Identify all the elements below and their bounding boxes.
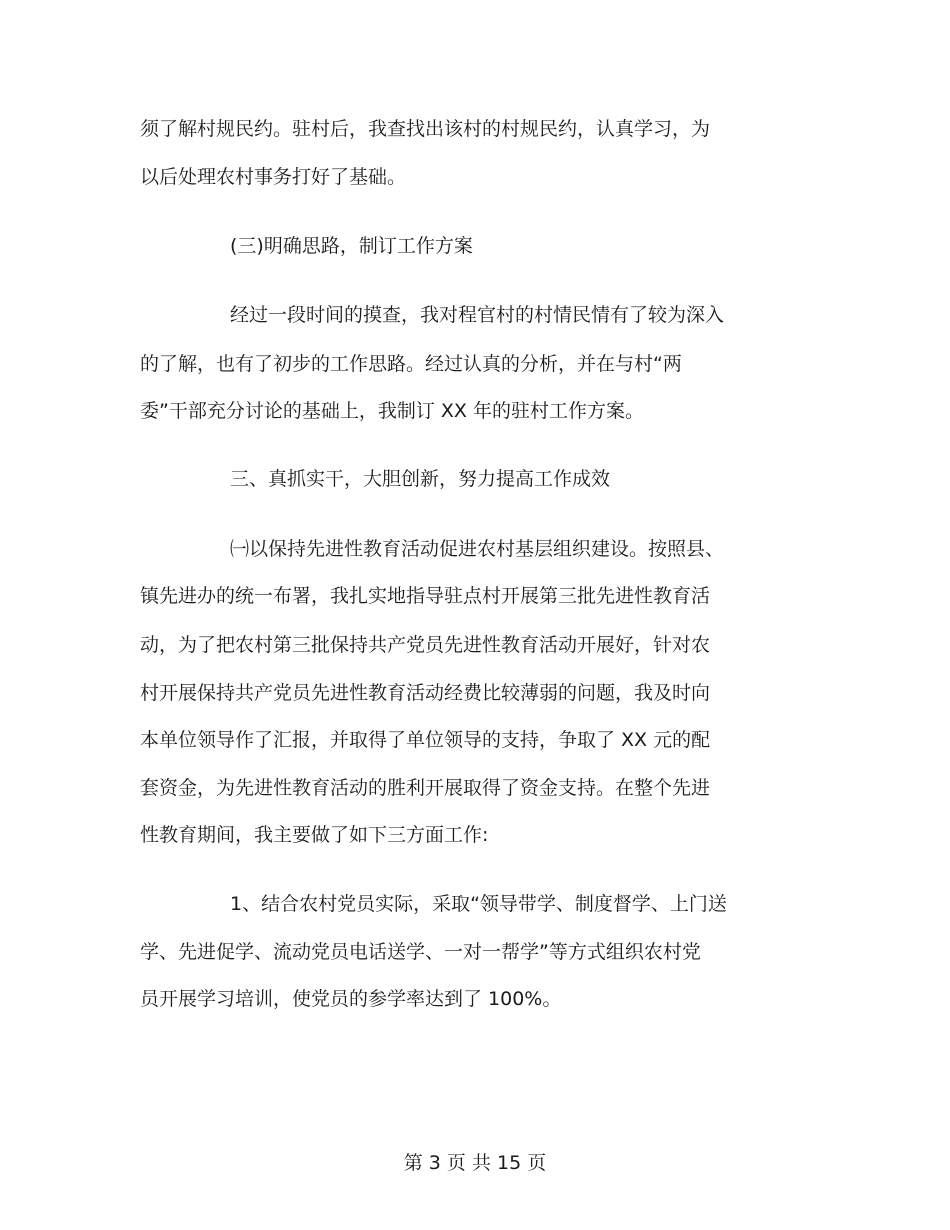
text-line-10: 动，为了把农村第三批保持共产党员先进性教育活动开展好，针对农 <box>140 634 711 656</box>
text-line-11: 村开展保持共产党员先进性教育活动经费比较薄弱的问题，我及时向 <box>140 682 711 704</box>
section-heading-main: 三、真抓实干，大胆创新，努力提高工作成效 <box>230 468 611 490</box>
text-line-4: 经过一段时间的摸查，我对程官村的村情民情有了较为深入 <box>230 304 725 326</box>
section-heading-3: (三)明确思路，制订工作方案 <box>230 235 473 257</box>
text-line-16: 学、先进促学、流动党员电话送学、一对一帮学”等方式组织农村党 <box>140 941 701 963</box>
page-number-footer: 第 3 页 共 15 页 <box>403 1152 547 1174</box>
text-line-13: 套资金，为先进性教育活动的胜利开展取得了资金支持。在整个先进 <box>140 777 711 799</box>
text-line-1: 须了解村规民约。驻村后，我查找出该村的村规民约，认真学习，为 <box>140 118 711 140</box>
text-line-8: ㈠以保持先进性教育活动促进农村基层组织建设。按照县、 <box>230 538 725 560</box>
text-line-5: 的了解，也有了初步的工作思路。经过认真的分析，并在与村“两 <box>140 353 682 375</box>
text-line-17: 员开展学习培训，使党员的参学率达到了 100%。 <box>140 988 562 1010</box>
text-line-12: 本单位领导作了汇报，并取得了单位领导的支持，争取了 XX 元的配 <box>140 729 711 751</box>
text-line-2: 以后处理农村事务打好了基础。 <box>140 166 407 188</box>
text-line-14: 性教育期间，我主要做了如下三方面工作: <box>140 824 489 846</box>
text-line-6: 委”干部充分讨论的基础上，我制订 XX 年的驻村工作方案。 <box>140 400 644 422</box>
text-line-9: 镇先进办的统一布署，我扎实地指导驻点村开展第三批先进性教育活 <box>140 585 711 607</box>
text-line-15: 1、结合农村党员实际，采取“领导带学、制度督学、上门送 <box>230 893 727 915</box>
